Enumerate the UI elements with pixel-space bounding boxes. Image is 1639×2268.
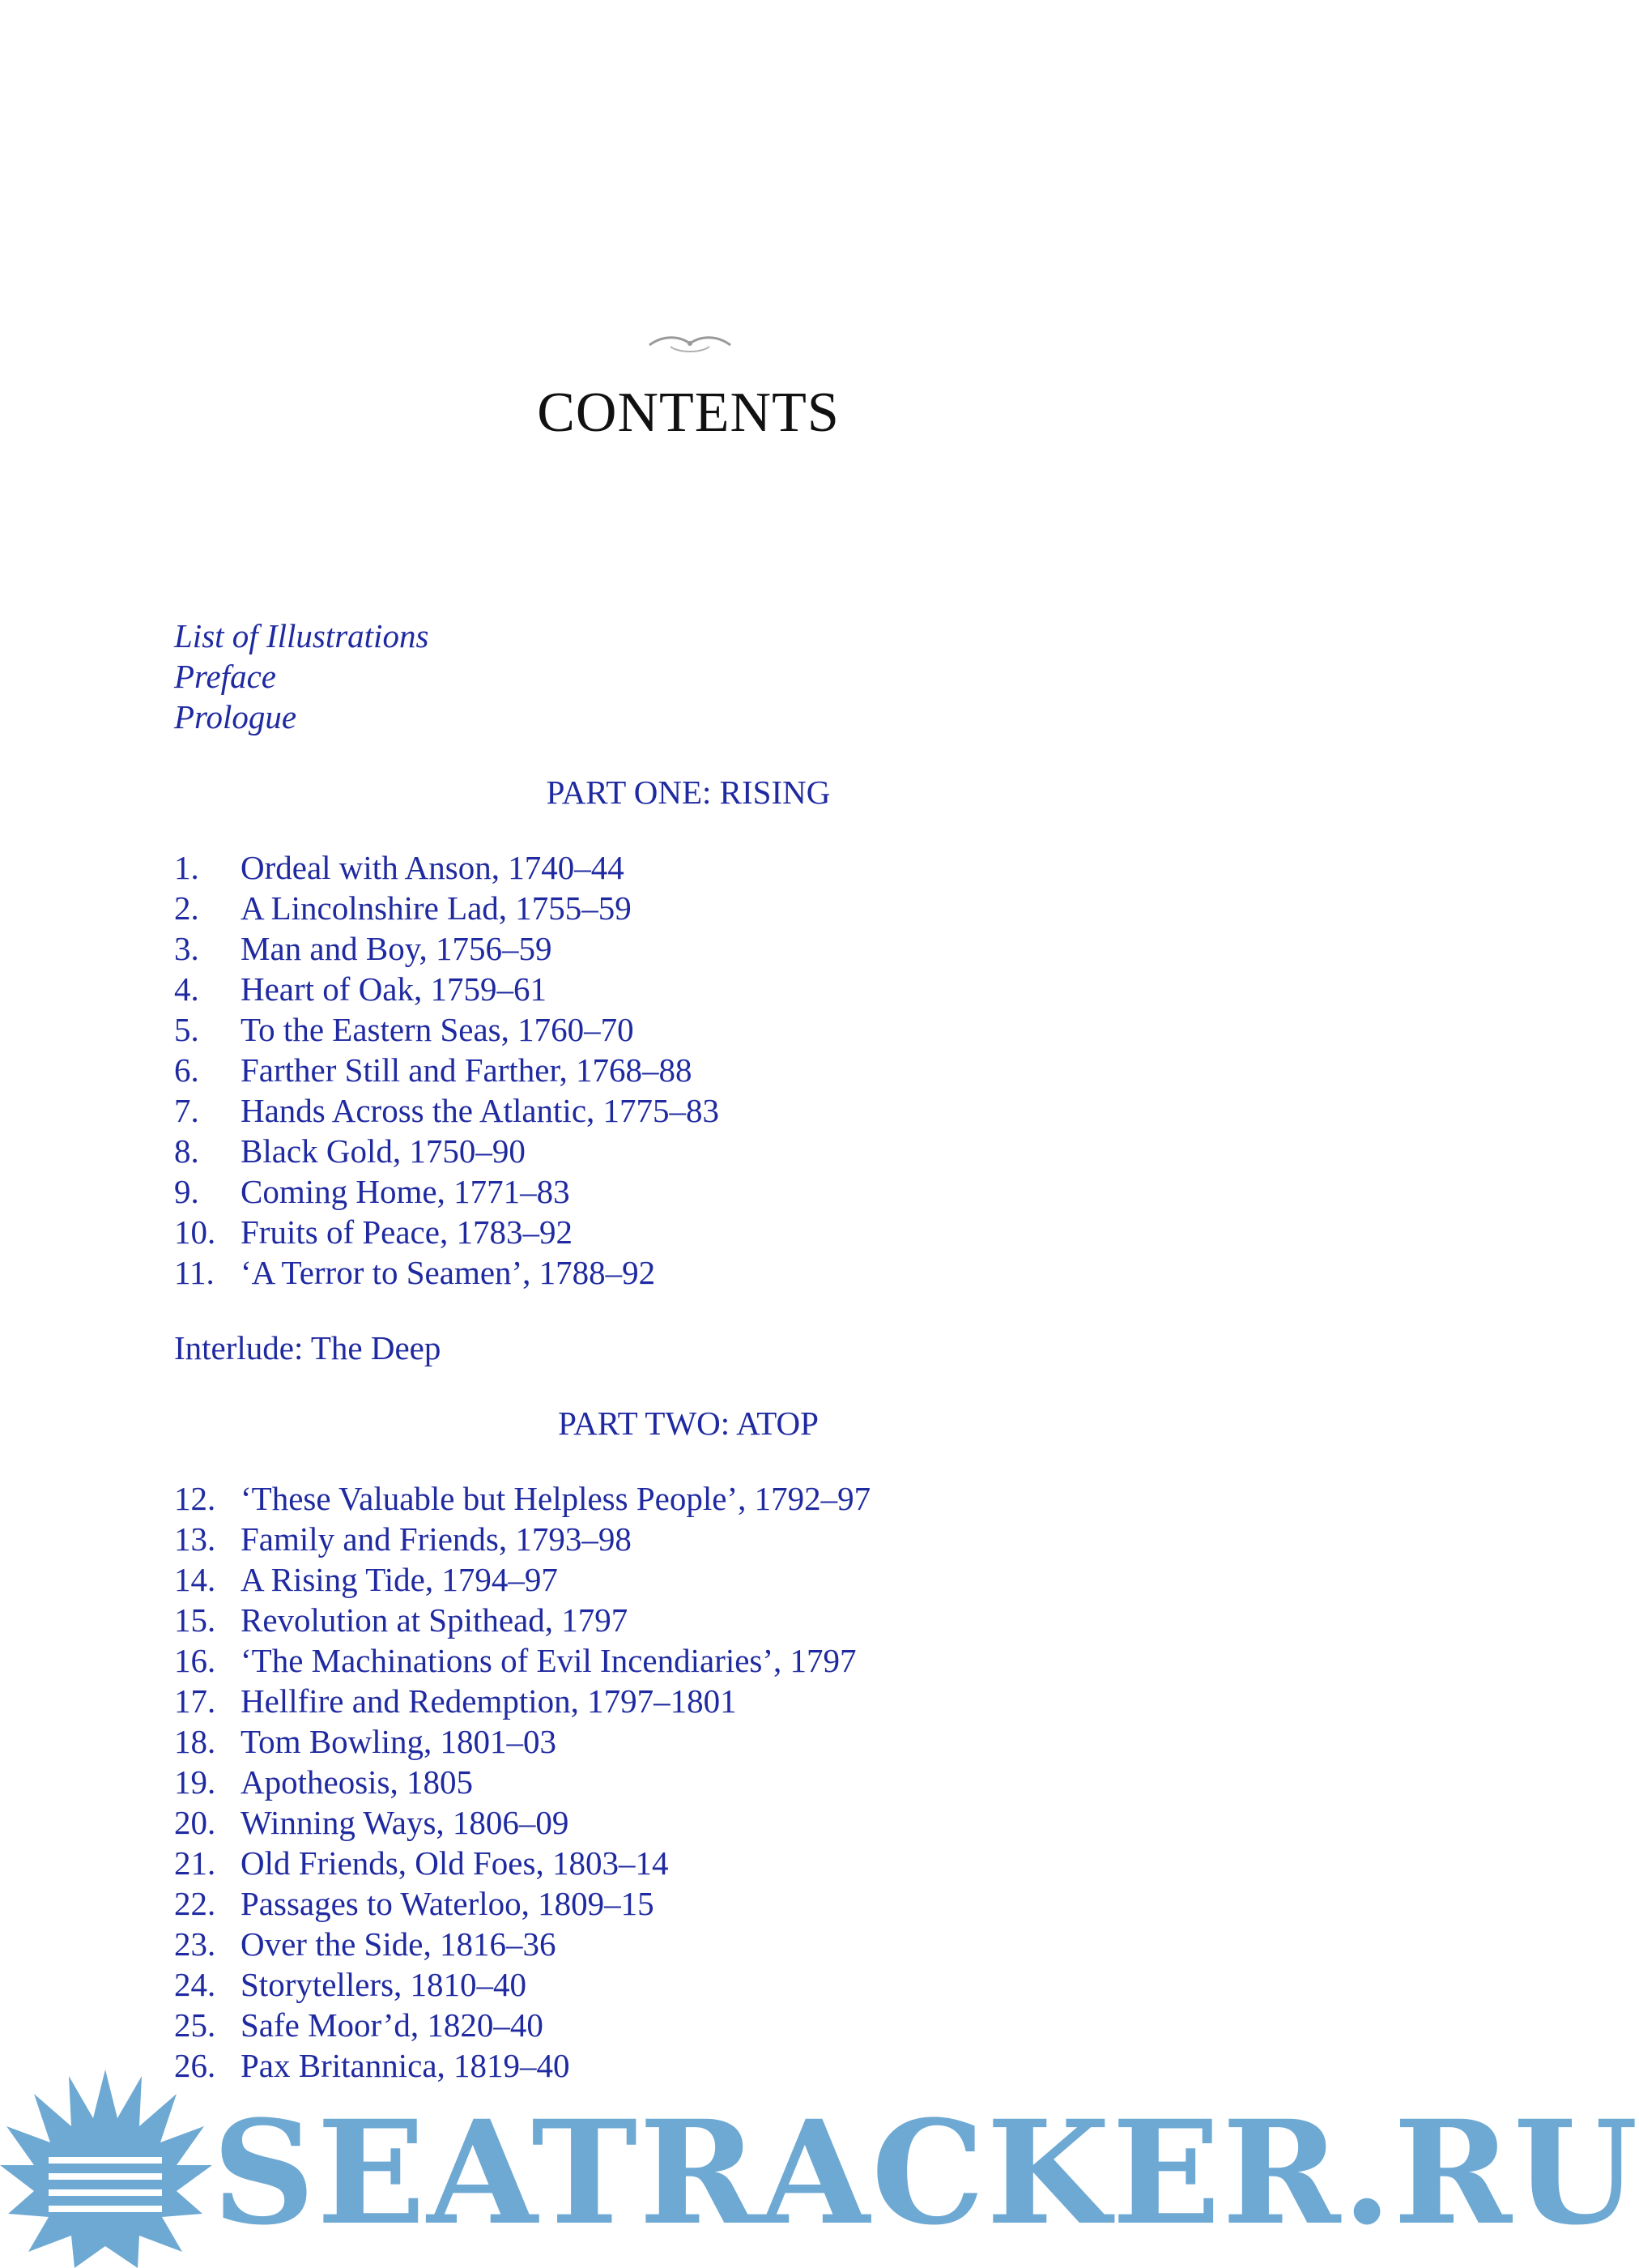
chapter-title[interactable]: Hellfire and Redemption, 1797–1801 [241, 1682, 737, 1720]
chapter-title[interactable]: ‘These Valuable but Helpless People’, 1792–97 [241, 1480, 871, 1517]
part-one-chapters [174, 847, 1227, 1293]
chapter-number: 22. [174, 1885, 216, 1922]
chapter-title[interactable]: Black Gold, 1750–90 [241, 1132, 526, 1170]
front-matter [174, 616, 1227, 737]
chapter-title[interactable]: Apotheosis, 1805 [241, 1763, 473, 1801]
chapter-title[interactable]: Family and Friends, 1793–98 [241, 1520, 632, 1558]
chapter-title[interactable]: Hands Across the Atlantic, 1775–83 [241, 1092, 720, 1129]
chapter-title[interactable]: Heart of Oak, 1759–61 [241, 970, 547, 1008]
chapter-number: 5. [174, 1011, 199, 1048]
chapter-title[interactable]: Safe Moor’d, 1820–40 [241, 2006, 543, 2044]
chapter-title[interactable]: Old Friends, Old Foes, 1803–14 [241, 1844, 669, 1882]
chapter-number: 7. [174, 1092, 199, 1129]
chapter-number: 8. [174, 1132, 199, 1170]
chapter-number: 19. [174, 1763, 216, 1801]
chapter-row[interactable] [174, 847, 1227, 888]
chapter-number: 13. [174, 1520, 216, 1558]
chapter-row[interactable] [174, 1519, 1227, 1559]
chapter-title[interactable]: Fruits of Peace, 1783–92 [241, 1213, 573, 1251]
chapter-title[interactable]: Man and Boy, 1756–59 [241, 930, 552, 967]
chapter-title[interactable]: Pax Britannica, 1819–40 [241, 2047, 570, 2084]
watermark-text: SEATRACKER.RU [212, 2089, 1639, 2257]
chapter-title[interactable]: To the Eastern Seas, 1760–70 [241, 1011, 634, 1048]
chapter-number: 1. [174, 849, 199, 886]
chapter-row[interactable] [174, 1009, 1227, 1050]
chapter-row[interactable] [174, 1640, 1227, 1681]
chapter-number: 25. [174, 2006, 216, 2044]
chapter-title[interactable]: ‘The Machinations of Evil Incendiaries’, 1797 [241, 1642, 857, 1679]
chapter-number: 26. [174, 2047, 216, 2084]
chapter-row[interactable] [174, 2005, 1227, 2045]
chapter-title[interactable]: Passages to Waterloo, 1809–15 [241, 1885, 654, 1922]
chapter-row[interactable] [174, 1802, 1227, 1843]
chapter-row[interactable] [174, 1212, 1227, 1252]
chapter-title[interactable]: Tom Bowling, 1801–03 [241, 1723, 557, 1760]
chapter-number: 18. [174, 1723, 216, 1760]
part-two-heading[interactable]: PART TWO: ATOP [558, 1405, 819, 1442]
chapter-number: 20. [174, 1804, 216, 1841]
chapter-row[interactable] [174, 928, 1227, 969]
chapter-row[interactable] [174, 888, 1227, 928]
chapter-title[interactable]: Ordeal with Anson, 1740–44 [241, 849, 624, 886]
chapter-number: 9. [174, 1173, 199, 1210]
chapter-title[interactable]: Winning Ways, 1806–09 [241, 1804, 569, 1841]
chapter-title[interactable]: A Rising Tide, 1794–97 [241, 1561, 558, 1598]
table-of-contents [174, 616, 1227, 2086]
chapter-row[interactable] [174, 1762, 1227, 1802]
chapter-title[interactable]: Storytellers, 1810–40 [241, 1966, 527, 2003]
chapter-number: 23. [174, 1925, 216, 1963]
chapter-number: 14. [174, 1561, 216, 1598]
chapter-title[interactable]: ‘A Terror to Seamen’, 1788–92 [241, 1254, 656, 1291]
chapter-row[interactable] [174, 1252, 1227, 1293]
chapter-number: 16. [174, 1642, 216, 1679]
chapter-row[interactable] [174, 1171, 1227, 1212]
part-two-chapters [174, 1478, 1227, 2086]
chapter-title[interactable]: Coming Home, 1771–83 [241, 1173, 570, 1210]
chapter-row[interactable] [174, 1559, 1227, 1600]
chapter-row[interactable] [174, 1924, 1227, 1964]
chapter-title[interactable]: A Lincolnshire Lad, 1755–59 [241, 889, 632, 927]
chapter-number: 6. [174, 1051, 199, 1089]
toc-link-preface[interactable]: Preface [174, 658, 276, 695]
chapter-row[interactable] [174, 1050, 1227, 1090]
page-title: CONTENTS [537, 382, 840, 444]
chapter-title[interactable]: Farther Still and Farther, 1768–88 [241, 1051, 692, 1089]
chapter-number: 4. [174, 970, 199, 1008]
chapter-number: 15. [174, 1601, 216, 1639]
chapter-number: 21. [174, 1844, 216, 1882]
flourish-ornament-icon [646, 332, 734, 355]
chapter-row[interactable] [174, 1600, 1227, 1640]
chapter-number: 10. [174, 1213, 216, 1251]
chapter-number: 11. [174, 1254, 215, 1291]
chapter-title[interactable]: Revolution at Spithead, 1797 [241, 1601, 628, 1639]
chapter-number: 24. [174, 1966, 216, 2003]
chapter-row[interactable] [174, 1721, 1227, 1762]
chapter-number: 3. [174, 930, 199, 967]
chapter-row[interactable] [174, 1131, 1227, 1171]
chapter-row[interactable] [174, 1883, 1227, 1924]
chapter-title[interactable]: Over the Side, 1816–36 [241, 1925, 556, 1963]
chapter-row[interactable] [174, 1681, 1227, 1721]
chapter-row[interactable] [174, 1843, 1227, 1883]
toc-link-interlude[interactable]: Interlude: The Deep [174, 1329, 441, 1366]
toc-link-list-of-illustrations[interactable]: List of Illustrations [174, 617, 429, 654]
chapter-row[interactable] [174, 1478, 1227, 1519]
chapter-row[interactable] [174, 969, 1227, 1009]
chapter-number: 2. [174, 889, 199, 927]
part-one-heading[interactable]: PART ONE: RISING [546, 774, 831, 811]
chapter-row[interactable] [174, 1090, 1227, 1131]
toc-link-prologue[interactable]: Prologue [174, 698, 297, 735]
chapter-number: 12. [174, 1480, 216, 1517]
chapter-number: 17. [174, 1682, 216, 1720]
chapter-row[interactable] [174, 1964, 1227, 2005]
